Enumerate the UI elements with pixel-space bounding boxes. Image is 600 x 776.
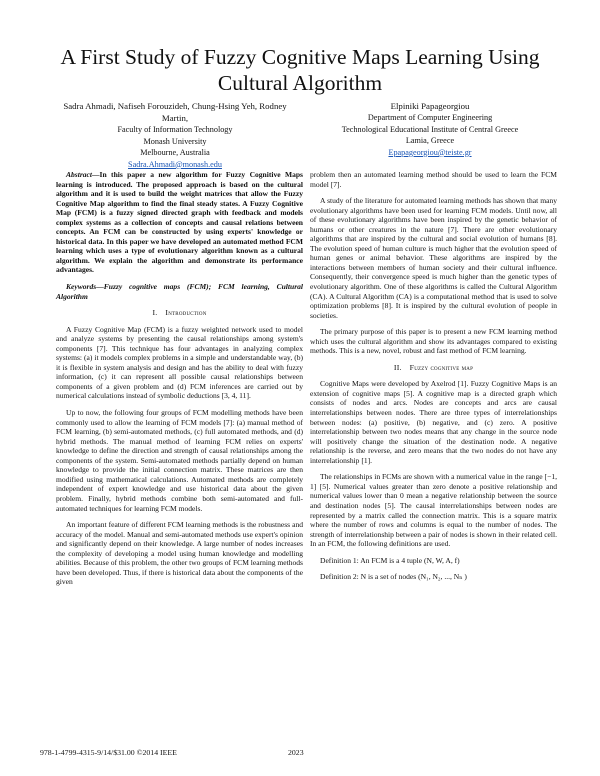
author-email-link[interactable]: Sadra.Ahmadi@monash.edu bbox=[128, 159, 222, 169]
left-column bbox=[56, 170, 303, 594]
definition: Definition 1: An FCM is a 4 tuple (N, W, A, f) bbox=[320, 555, 460, 565]
section-number: I. bbox=[152, 308, 158, 318]
author-location: Lamia, Greece bbox=[405, 136, 455, 146]
section-number: II. bbox=[393, 362, 402, 372]
paragraph: The primary purpose of this paper is to present a new FCM learning method which uses the cultural algorithm and show its advantages compared to existing methods. This is a new, novel, robust and fast method of FCM learning. bbox=[310, 327, 557, 356]
section-heading-introduction bbox=[56, 308, 303, 318]
paragraph: The relationships in FCMs are shown with a numerical value in the range [−1, 1] [5]. Numerical values greater than zero denote a positive relationship and numerical values lower than 0 mean a negative relationship between the source and destination nodes [5]. The causal interrelationships between nodes are represented by a matrix called the connection matrix. This is a square matrix where the number of rows and columns is equal to the number of nodes. The strength of interrelationship between a pair of nodes is shown in their related cell. In an FCM, the following definitions are used. bbox=[310, 472, 557, 549]
abstract bbox=[56, 170, 303, 275]
author-block-right bbox=[305, 100, 555, 158]
abstract-lead: Abstract— bbox=[66, 170, 100, 179]
author-names: Elpiniki Papageorgiou bbox=[390, 101, 470, 111]
author-block-left bbox=[50, 100, 300, 170]
paragraph: problem then an automated learning method should be used to learn the FCM model [7]. bbox=[310, 170, 557, 189]
paragraph: An important feature of different FCM learning methods is the robustness and accuracy of the model. Manual and semi-automated methods use expert's opinion and significantly depend on their knowledge. A large number of nodes increases the complexity of developing a model using human knowledge and modelling abilities. Because of this problem, the other two groups of FCM learning methods have been developed. Thus, if there is historical data about the components of the given bbox=[56, 520, 303, 587]
author-location: Melbourne, Australia bbox=[140, 148, 210, 158]
abstract-text: In this paper a new algorithm for Fuzzy Cognitive Maps learning is introduced. The proposed approach is based on the cultural algorithm and it is used to build the weight matrices that allow the Fuzzy Cognitive Map algorithm to find the final steady states. A Fuzzy Cognitive Map (FCM) is a fuzzy signed directed graph with feedback and models complex systems as a collection of concepts and causal relations between concepts. An FCM can be constructed by using experts' knowledge or historical data. In this paper we have developed an automated method FCM learning which uses a type of evolutionary algorithm known as a cultural algorithm. We explain the algorithm and demonstrate its performance advantages. bbox=[56, 170, 303, 275]
right-column bbox=[310, 170, 557, 589]
paragraph: Up to now, the following four groups of FCM modelling methods have been commonly used to allow the learning of FCM models [7]: (a) manual method of FCM learning, (b) semi-automated methods, (c) full automated methods, and (d) hybrid methods. The manual method of learning FCM relies on experts' knowledge to define the direction and strength of causal relationships among the components of the system. Semi-automated methods partially depend on human knowledge to provide the initial connection matrix. These matrices are then modified using mathematical calculations. Automated methods are completely independent of expert knowledge and use historical data about the given problem. Finally, hybrid methods combine both semi-automated and full-automated techniques for learning FCM models. bbox=[56, 408, 303, 513]
author-university: Technological Educational Institute of Central Greece bbox=[341, 124, 519, 134]
section-title: Introduction bbox=[165, 308, 207, 318]
author-email-link[interactable]: Epapageorgiou@teiste.gr bbox=[388, 147, 472, 157]
paragraph: Cognitive Maps were developed by Axelrod [1]. Fuzzy Cognitive Maps is an extension of cognitive maps [5]. A cognitive map is a directed graph which consists of nodes and arcs. Nodes are concepts and arcs are causal interrelationships between nodes. There are three types of interrelationships between nodes: (a) positive, (b) negative, and (c) zero. A positive interrelationship between two nodes means that any change in the source node will positively change the situation of the destination node. A negative relationship is the reverse, and zero means that the two nodes do not have any interrelationship [1]. bbox=[310, 379, 557, 465]
paragraph: A Fuzzy Cognitive Map (FCM) is a fuzzy weighted network used to model and analyze systems by presenting the causal relationships among system's components [7]. This technique has four advantages in analyzing complex systems: (a) it models complex problems in a simple and understandable way, (b) it is flexible in system analysis and design and has the ability to deal with fuzzy information, (c) it can represent all possible causal relationships between components of a given problem and (d) FCM inferences are carried out by numerical calculations instead of symbolic deductions [3, 4, 11]. bbox=[56, 324, 303, 401]
author-affiliation: Department of Computer Engineering bbox=[367, 113, 493, 122]
author-university: Monash University bbox=[143, 136, 207, 146]
author-names: Sadra Ahmadi, Nafiseh Forouzideh, Chung-Hsing Yeh, Rodney Martin, bbox=[63, 101, 287, 123]
section-heading-fcm bbox=[310, 363, 557, 373]
keywords: Keywords—Fuzzy cognitive maps (FCM); FCM learning, Cultural Algorithm bbox=[56, 282, 303, 301]
author-affiliation: Faculty of Information Technology bbox=[117, 125, 233, 134]
paper-title: A First Study of Fuzzy Cognitive Maps Learning Using Cultural Algorithm bbox=[60, 45, 540, 95]
paragraph: A study of the literature for automated learning methods has shown that many evolutionary algorithms have been used for learning FCM models. Until now, all of these evolutionary algorithms have been inspired by the genetic behavior of humans or other creatures in the nature [7]. There are other evolutionary algorithms that are inspired by the cultural and social evolution of humans [8]. The evolution speed of human culture is much higher that the evolution speed of human genes or animal behavior. These algorithms are inspired by the interactions between members of human society and their cultural influence. Consequently, their convergence speed is much higher than the genetic types of evolutionary algorithm. One of these algorithms is called the Cultural Algorithm (CA). A Cultural Algorithm (CA) is a computational method that is used to solve optimization problems [8]. It is inspired by the cultural evolution of people in societies. bbox=[310, 196, 557, 320]
section-title: Fuzzy cognitive map bbox=[409, 362, 474, 372]
definition: Definition 2: N is a set of nodes (N₁, N₂, ..., Nₙ ) bbox=[320, 572, 467, 582]
footer-isbn: 978-1-4799-4315-9/14/$31.00 ©2014 IEEE bbox=[40, 748, 177, 757]
page-number: 2023 bbox=[288, 748, 304, 757]
